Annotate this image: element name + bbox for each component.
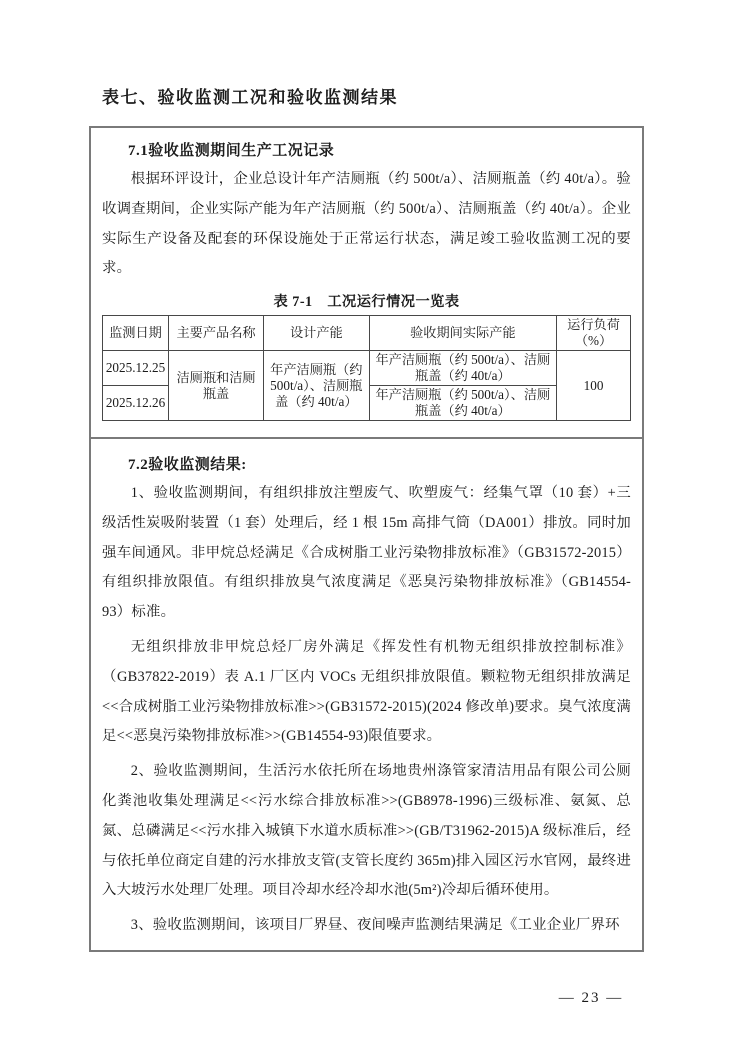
result-paragraph-organized-gas: 1、验收监测期间，有组织排放注塑废气、吹塑废气：经集气罩（10 套）+三级活性炭吸附装置（1 套）处理后，经 1 根 15m 高排气筒（DA001）排放。同时加强车间通风。非甲烷总烃满足《合成树脂工业污染物排放标准》（GB31572-2015）有组织排放限值。有组织排放臭气浓度满足《恶臭污染物排放标准》（GB14554-93）标准。 xyxy=(102,485,631,621)
design-capacity-cell: 年产洁厕瓶（约 500t/a）、洁厕瓶盖（约 40t/a） xyxy=(264,351,370,421)
form-box xyxy=(89,126,644,952)
col-header-design-capacity: 设计产能 xyxy=(264,316,370,351)
section-7-2 xyxy=(91,437,642,948)
col-header-monitor-date: 监测日期 xyxy=(103,316,169,351)
col-header-product-name: 主要产品名称 xyxy=(169,316,264,351)
production-record-paragraph: 根据环评设计，企业总设计年产洁厕瓶（约 500t/a）、洁厕瓶盖（约 40t/a）。验收调查期间，企业实际产能为年产洁厕瓶（约 500t/a）、洁厕瓶盖（约 40t/a）。企业实际生产设备及配套的环保设施处于正常运行状态，满足竣工验收监测工况的要求。 xyxy=(102,171,631,277)
monitor-date-cell-2: 2025.12.26 xyxy=(103,386,169,421)
page-title: 表七、验收监测工况和验收监测结果 xyxy=(102,88,398,107)
page-number: — 23 — xyxy=(558,990,624,1006)
col-header-actual-capacity: 验收期间实际产能 xyxy=(369,316,556,351)
actual-capacity-cell-2: 年产洁厕瓶（约 500t/a）、洁厕瓶盖（约 40t/a） xyxy=(369,386,556,421)
actual-capacity-cell-1: 年产洁厕瓶（约 500t/a）、洁厕瓶盖（约 40t/a） xyxy=(369,351,556,386)
monitor-date-cell-1: 2025.12.25 xyxy=(103,351,169,386)
section-7-2-heading: 7.2验收监测结果: xyxy=(128,457,247,473)
col-header-operating-load: 运行负荷（%） xyxy=(557,316,631,351)
result-paragraph-unorganized-gas: 无组织排放非甲烷总烃厂房外满足《挥发性有机物无组织排放控制标准》（GB37822-2019）表 A.1 厂区内 VOCs 无组织排放限值。颗粒物无组织排放满足<<合成树脂工业污染物排放标准>>(GB31572-2015)(2024 修改单)要求。臭气浓度满足<<恶臭污染物排放标准>>(GB14554-93)限值要求。 xyxy=(102,638,631,745)
result-paragraph-wastewater: 2、验收监测期间，生活污水依托所在场地贵州涤管家清洁用品有限公司公厕化粪池收集处理满足<<污水综合排放标准>>(GB8978-1996)三级标准、氨氮、总氮、总磷满足<<污水排入城镇下水道水质标准>>(GB/T31962-2015)A 级标准后，经与依托单位商定自建的污水排放支管(支管长度约 365m)排入园区污水官网，最终进入大坡污水处理厂处理。项目冷却水经冷却水池(5m²)冷却后循环使用。 xyxy=(102,763,631,899)
product-name-cell: 洁厕瓶和洁厕瓶盖 xyxy=(169,351,264,421)
table-row xyxy=(103,351,631,386)
result-paragraph-noise: 3、验收监测期间，该项目厂界昼、夜间噪声监测结果满足《工业企业厂界环 xyxy=(130,917,620,934)
table-7-1-caption: 表 7-1 工况运行情况一览表 xyxy=(273,294,460,311)
section-7-1 xyxy=(91,128,642,437)
operating-load-cell: 100 xyxy=(557,351,631,421)
section-7-1-heading: 7.1验收监测期间生产工况记录 xyxy=(128,143,335,159)
table-header-row xyxy=(103,316,631,351)
table-7-1 xyxy=(102,315,631,421)
